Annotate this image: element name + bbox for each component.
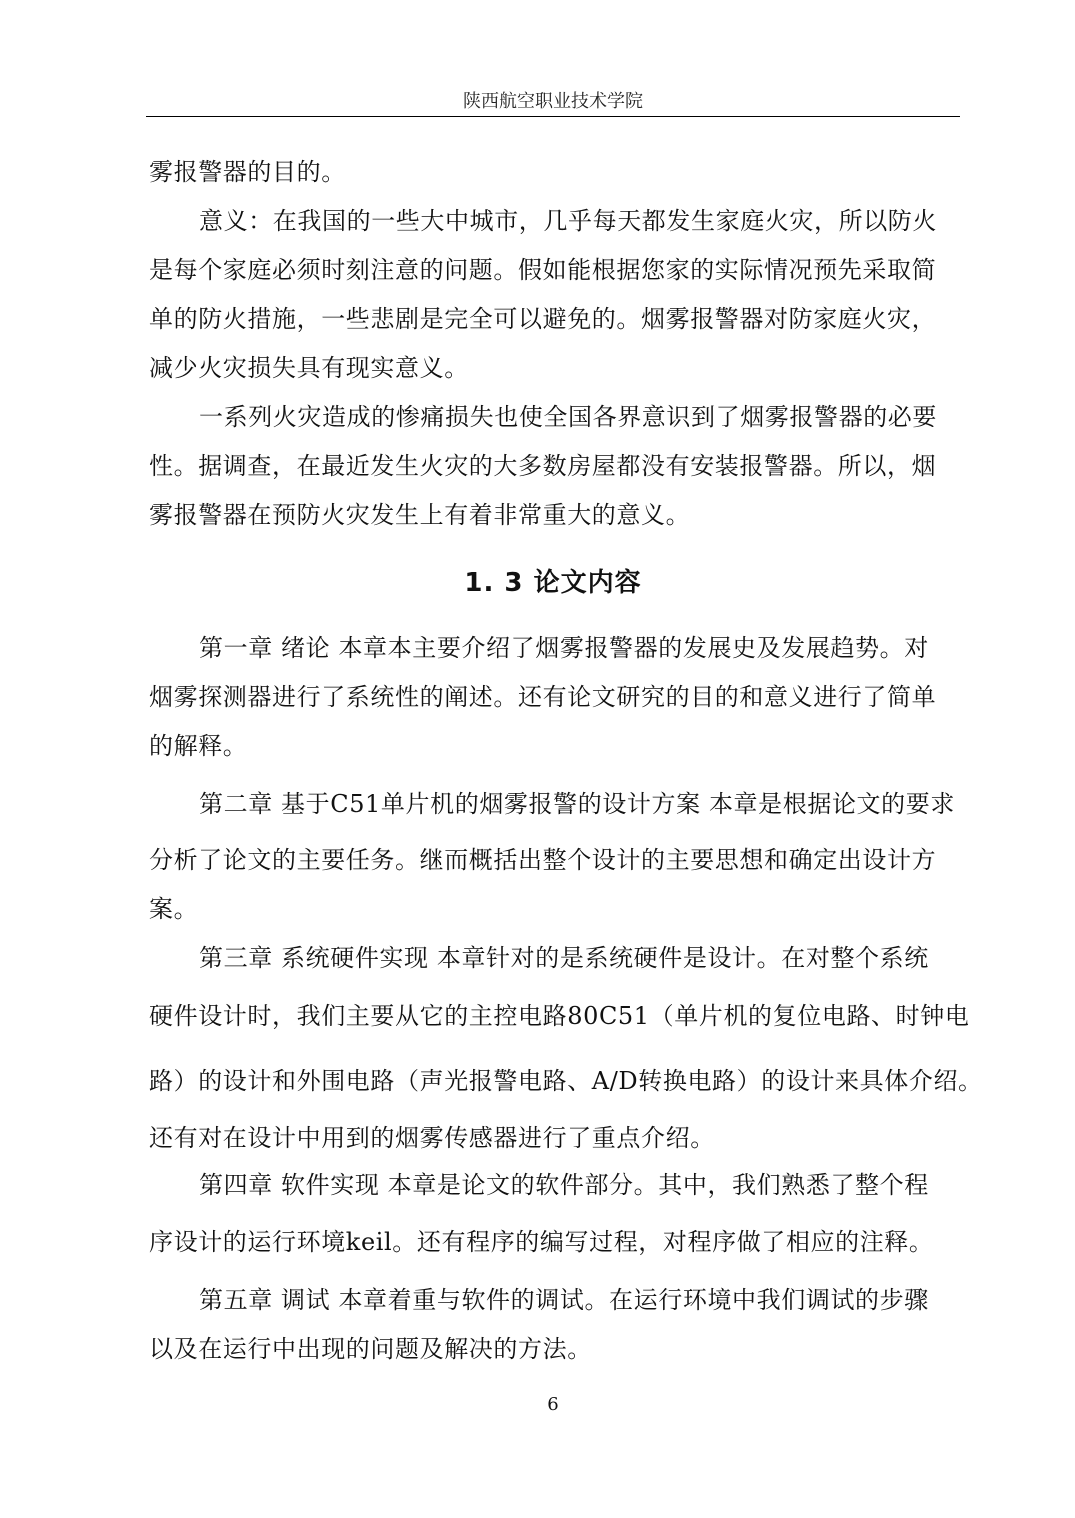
paragraph-line: 雾报警器在预防火灾发生上有着非常重大的意义。 bbox=[149, 501, 691, 529]
chapter-summary-line: 案。 bbox=[149, 895, 199, 923]
chapter-summary-line: 的解释。 bbox=[149, 732, 248, 760]
chapter-summary-line: 第四章 软件实现 本章是论文的软件部分。其中，我们熟悉了整个程 bbox=[199, 1171, 929, 1199]
page-number: 6 bbox=[547, 1394, 559, 1415]
chapter-summary-line: 第二章 基于C51单片机的烟雾报警的设计方案 本章是根据论文的要求 bbox=[199, 790, 955, 818]
page-header: 陕西航空职业技术学院 bbox=[463, 91, 643, 112]
section-heading: 1. 3 论文内容 bbox=[464, 568, 642, 598]
chapter-summary-line: 第三章 系统硬件实现 本章针对的是系统硬件是设计。在对整个系统 bbox=[199, 944, 929, 972]
paragraph-line: 意义：在我国的一些大中城市，几乎每天都发生家庭火灾，所以防火 bbox=[199, 207, 937, 235]
chapter-summary-line: 还有对在设计中用到的烟雾传感器进行了重点介绍。 bbox=[149, 1124, 715, 1152]
chapter-summary-line: 第一章 绪论 本章本主要介绍了烟雾报警器的发展史及发展趋势。对 bbox=[199, 634, 929, 662]
paragraph-line: 是每个家庭必须时刻注意的问题。假如能根据您家的实际情况预先采取简 bbox=[149, 256, 937, 284]
paragraph-line: 性。据调查，在最近发生火灾的大多数房屋都没有安装报警器。所以，烟 bbox=[149, 452, 937, 480]
paragraph-line: 一系列火灾造成的惨痛损失也使全国各界意识到了烟雾报警器的必要 bbox=[199, 403, 937, 431]
chapter-summary-line: 以及在运行中出现的问题及解决的方法。 bbox=[149, 1335, 592, 1363]
header-divider bbox=[146, 116, 960, 117]
chapter-summary-line: 路）的设计和外围电路（声光报警电路、A/D转换电路）的设计来具体介绍。 bbox=[149, 1067, 983, 1095]
chapter-summary-line: 分析了论文的主要任务。继而概括出整个设计的主要思想和确定出设计方 bbox=[149, 846, 937, 874]
chapter-summary-line: 第五章 调试 本章着重与软件的调试。在运行环境中我们调试的步骤 bbox=[199, 1286, 929, 1314]
paragraph-line: 减少火灾损失具有现实意义。 bbox=[149, 354, 469, 382]
chapter-summary-line: 烟雾探测器进行了系统性的阐述。还有论文研究的目的和意义进行了简单 bbox=[149, 683, 937, 711]
paragraph-line: 单的防火措施，一些悲剧是完全可以避免的。烟雾报警器对防家庭火灾， bbox=[149, 305, 937, 333]
chapter-summary-line: 硬件设计时，我们主要从它的主控电路80C51（单片机的复位电路、时钟电 bbox=[149, 1002, 970, 1030]
paragraph-line: 雾报警器的目的。 bbox=[149, 158, 346, 186]
chapter-summary-line: 序设计的运行环境keil。还有程序的编写过程，对程序做了相应的注释。 bbox=[149, 1228, 934, 1256]
